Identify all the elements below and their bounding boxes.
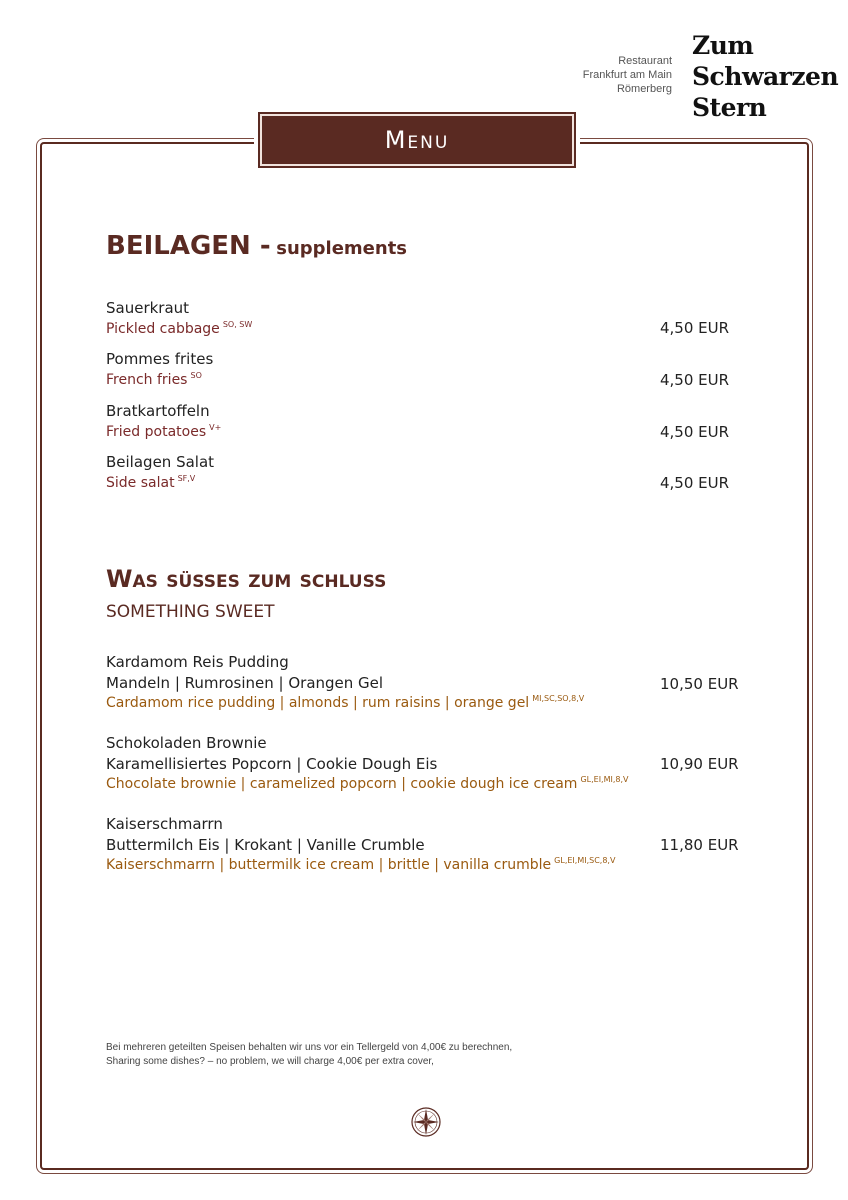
section-title: BEILAGEN - <box>106 231 271 261</box>
allergen-codes: SO <box>190 371 202 380</box>
footnote-line: Sharing some dishes? – no problem, we will charge 4,00€ per extra cover, <box>106 1056 434 1067</box>
menu-title-tab <box>254 108 580 172</box>
item-name: Schokoladen Brownie <box>106 734 267 752</box>
restaurant-address <box>583 54 672 96</box>
item-detail: Buttermilch Eis | Krokant | Vanille Crumble <box>106 836 425 854</box>
translation-text: Chocolate brownie | caramelized popcorn | cookie dough ice cream <box>106 776 578 792</box>
item-name: Kardamom Reis Pudding <box>106 653 289 671</box>
item-translation <box>106 856 615 873</box>
logo-line: Schwarzen <box>692 62 839 91</box>
item-translation <box>106 694 584 711</box>
sharing-footnote <box>106 1041 512 1069</box>
item-price: 4,50 EUR <box>660 474 730 492</box>
address-line: Frankfurt am Main <box>582 69 672 81</box>
item-name: Pommes frites <box>106 350 214 368</box>
translation-text: Fried potatoes <box>106 424 207 440</box>
section-heading-beilagen <box>106 231 407 261</box>
item-name: Beilagen Salat <box>106 453 215 471</box>
translation-text: Pickled cabbage <box>106 321 220 337</box>
allergen-codes: GL,EI,MI,SC,8,V <box>554 856 616 865</box>
footnote-line: Bei mehreren geteilten Speisen behalten wir uns vor ein Tellergeld von 4,00€ zu berechnen, <box>106 1042 513 1053</box>
logo-line: Zum <box>692 31 754 60</box>
item-price: 10,90 EUR <box>660 755 739 773</box>
item-price: 4,50 EUR <box>660 423 730 441</box>
item-detail: Karamellisiertes Popcorn | Cookie Dough Eis <box>106 755 438 773</box>
item-price: 4,50 EUR <box>660 371 730 389</box>
allergen-codes: SO, SW <box>222 320 253 329</box>
section-heading-dessert: Was süsses zum schluss <box>106 565 387 593</box>
item-detail: Mandeln | Rumrosinen | Orangen Gel <box>106 674 384 692</box>
section-subtitle: supplements <box>276 238 408 259</box>
address-line: Restaurant <box>618 55 672 67</box>
item-translation <box>106 775 629 792</box>
item-translation <box>106 474 195 491</box>
allergen-codes: GL,EI,MI,8,V <box>580 775 629 784</box>
address-line: Römerberg <box>616 83 672 95</box>
item-price: 4,50 EUR <box>660 319 730 337</box>
translation-text: Cardamom rice pudding | almonds | rum raisins | orange gel <box>106 695 530 711</box>
translation-text: French fries <box>106 372 188 388</box>
allergen-codes: SF,V <box>177 474 196 483</box>
allergen-codes: MI,SC,SO,8,V <box>532 694 585 703</box>
item-name: Kaiserschmarrn <box>106 815 223 833</box>
allergen-codes: V+ <box>209 423 222 432</box>
translation-text: Kaiserschmarrn | buttermilk ice cream | brittle | vanilla crumble <box>106 857 552 873</box>
item-name: Bratkartoffeln <box>106 402 210 420</box>
restaurant-logo <box>692 30 839 123</box>
item-translation <box>106 423 221 440</box>
translation-text: Side salat <box>106 475 175 491</box>
compass-rose-icon <box>410 1106 442 1138</box>
menu-title: Menu <box>258 112 576 168</box>
logo-line: Stern <box>692 93 767 122</box>
item-price: 10,50 EUR <box>660 675 739 693</box>
item-name: Sauerkraut <box>106 299 190 317</box>
item-translation <box>106 371 202 388</box>
section-subtitle: SOMETHING SWEET <box>106 602 275 622</box>
item-price: 11,80 EUR <box>660 836 739 854</box>
item-translation <box>106 320 252 337</box>
